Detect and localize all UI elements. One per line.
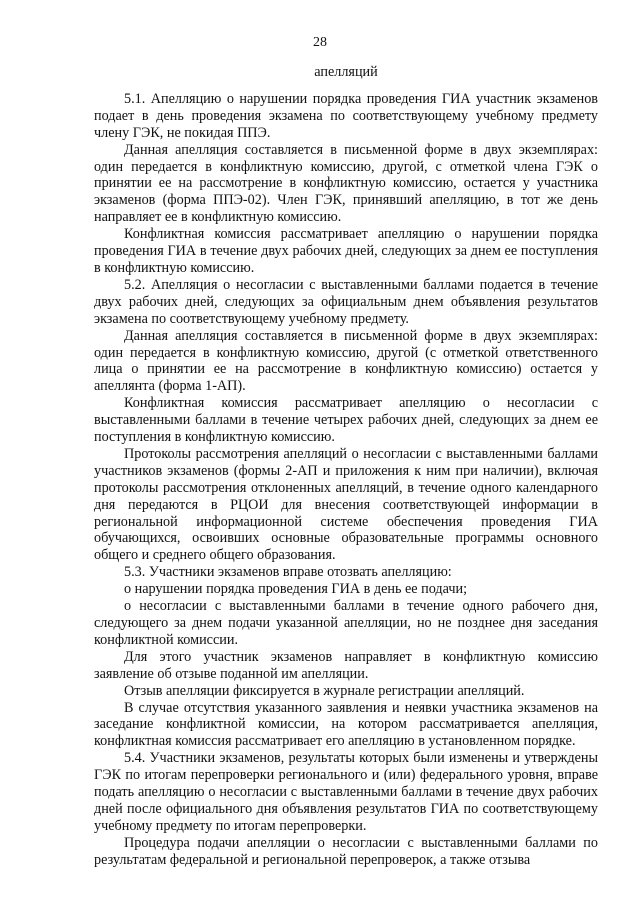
paragraph: Протоколы рассмотрения апелляций о несогласии с выставленными баллами участников экзаменов (формы 2-АП и приложения к ним при наличии), включая протоколы рассмотрения отклоненных апелляций, в течение одного календарного дня передаются в РЦОИ для внесения соответствующей информации в региональной информационной системе обеспечения проведения ГИА обучающихся, освоивших основные образовательные программы основного общего и среднего общего образования. (94, 445, 598, 564)
paragraph: В случае отсутствия указанного заявления и неявки участника экзаменов на заседание конфликтной комиссии, на котором рассматривается апелляция, конфликтная комиссия рассматривает его апелляцию в установленном порядке. (94, 699, 598, 750)
paragraph: Отзыв апелляции фиксируется в журнале регистрации апелляций. (124, 682, 525, 699)
document-body (94, 64, 598, 869)
paragraph: Процедура подачи апелляции о несогласии с выставленными баллами по результатам федеральной и региональной перепроверок, а также отзыва (94, 834, 598, 868)
paragraph: о несогласии с выставленными баллами в течение одного рабочего дня, следующего за днем подачи указанной апелляции, но не позднее дня заседания конфликтной комиссии. (94, 598, 598, 648)
paragraph: 5.2. Апелляция о несогласии с выставленными баллами подается в течение двух рабочих дней, следующих за официальным днем объявления результатов экзамена по соответствующему учебному предмету. (94, 276, 598, 327)
paragraph: Данная апелляция составляется в письменной форме в двух экземплярах: один передается в конфликтную комиссию, другой (с отметкой ответственного лица о принятии ее на рассмотрение в конфликтную комиссию) остается у апеллянта (форма 1-АП). (94, 327, 598, 395)
paragraph: 5.4. Участники экзаменов, результаты которых были изменены и утверждены ГЭК по итогам перепроверки регионального и (или) федерального уровня, вправе подать апелляцию о несогласии с выставленными баллами в течение двух рабочих дней после официального дня объявления результатов ГИА по соответствующему учебному предмету по итогам перепроверки. (94, 750, 598, 834)
section-heading: апелляций (314, 64, 378, 80)
paragraph: о нарушении порядка проведения ГИА в день ее подачи; (124, 581, 468, 598)
page-number: 28 (313, 35, 327, 50)
paragraph: Для этого участник экзаменов направляет в конфликтную комиссию заявление об отзыве поданной им апелляции. (94, 648, 598, 682)
paragraph: 5.3. Участники экзаменов вправе отозвать апелляцию: (124, 564, 452, 581)
paragraph: 5.1. Апелляцию о нарушении порядка проведения ГИА участник экзаменов подает в день проведения экзамена по соответствующему учебному предмету члену ГЭК, не покидая ППЭ. (94, 90, 598, 141)
paragraph: Данная апелляция составляется в письменной форме в двух экземплярах: один передается в конфликтную комиссию, другой, с отметкой члена ГЭК о принятии ее на рассмотрение в конфликтную комиссию, остается у участника экзаменов (форма ППЭ-02). Член ГЭК, принявший апелляцию, в тот же день направляет ее в конфликтную комиссию. (94, 141, 598, 226)
paragraph: Конфликтная комиссия рассматривает апелляцию о нарушении порядка проведения ГИА в течение двух рабочих дней, следующих за днем ее поступления в конфликтную комиссию. (94, 226, 598, 276)
paragraph: Конфликтная комиссия рассматривает апелляцию о несогласии с выставленными баллами в течение четырех рабочих дней, следующих за днем ее поступления в конфликтную комиссию. (94, 395, 598, 446)
